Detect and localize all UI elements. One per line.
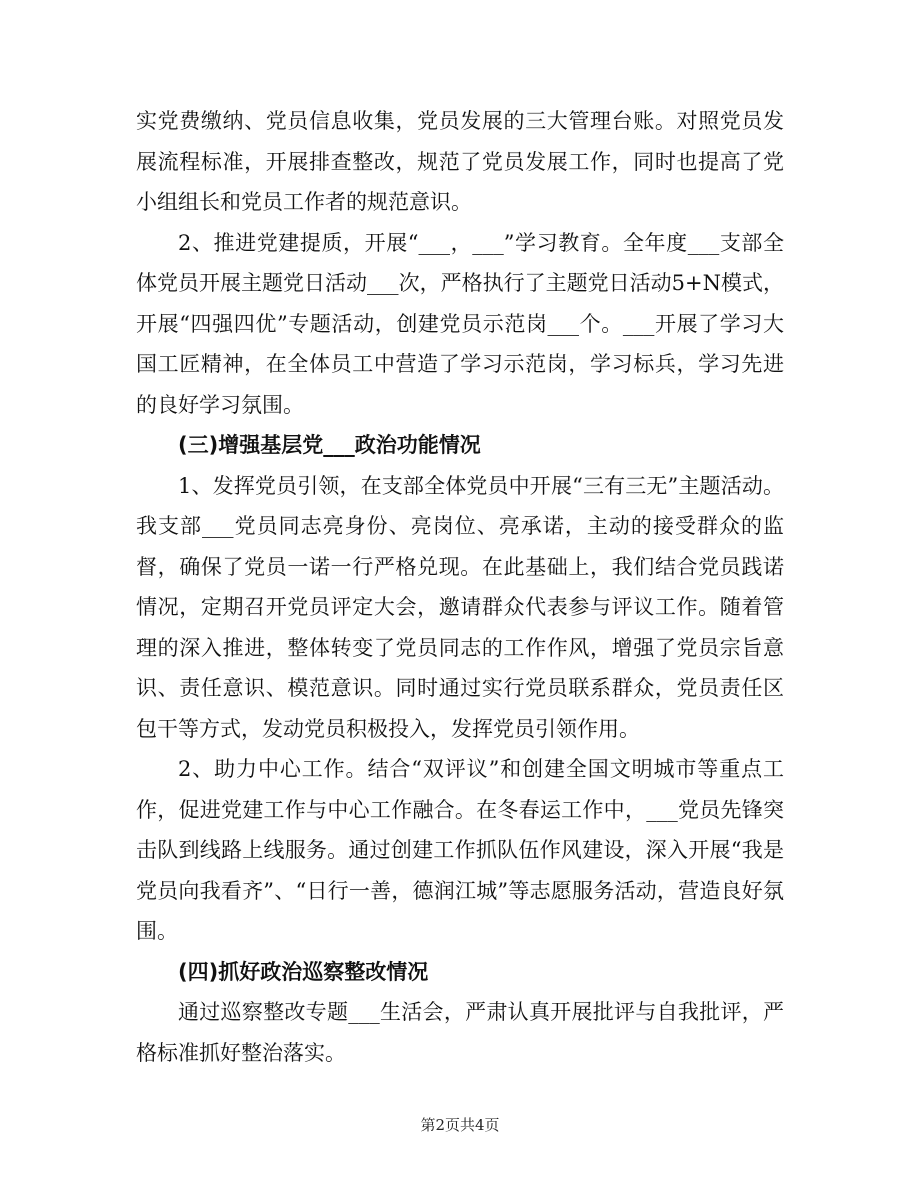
paragraph-item-1-party-member-leading: 1、发挥党员引领，在支部全体党员中开展“三有三无”主题活动。我支部___党员同志亮身份、亮岗位、亮承诺，主动的接受群众的监督，确保了党员一诺一行严格兑现。在此基础上，我们结合党员践诺情况，定期召开党员评定大会，邀请群众代表参与评议工作。随着管理的深入推进，整体转变了党员同志的工作作风，增强了党员宗旨意识、责任意识、模范意识。同时通过实行党员联系群众，党员责任区包干等方式，发动党员积极投入，发挥党员引领作用。	[136, 473, 784, 741]
document-body	[136, 101, 784, 1073]
paragraph-item-2-central-work: 2、助力中心工作。结合“双评议”和创建全国文明城市等重点工作，促进党建工作与中心工作融合。在冬春运工作中，___党员先锋突击队到线路上线服务。通过创建工作抓队伍作风建设，深入开展“我是党员向我看齐”、“日行一善，德润江城”等志愿服务活动，营造良好氛围。	[136, 757, 784, 943]
paragraph-continued: 实党费缴纳、党员信息收集，党员发展的三大管理台账。对照党员发展流程标准，开展排查整改，规范了党员发展工作，同时也提高了党小组组长和党员工作者的规范意识。	[136, 109, 784, 214]
paragraph-item-2-party-building: 2、推进党建提质，开展“___，___”学习教育。全年度___支部全体党员开展主题党日活动___次，严格执行了主题党日活动5+N模式，开展“四强四优”专题活动，创建党员示范岗___个。___开展了学习大国工匠精神，在全体员工中营造了学习示范岗，学习标兵，学习先进的良好学习氛围。	[136, 230, 784, 417]
section-heading-3: (三)增强基层党___政治功能情况	[178, 433, 481, 457]
section-heading-4: (四)抓好政治巡察整改情况	[178, 959, 429, 984]
page-number: 第2页共4页	[420, 1116, 500, 1134]
paragraph-inspection-rectification: 通过巡察整改专题___生活会，严肃认真开展批评与自我批评，严格标准抓好整治落实。	[136, 1000, 784, 1065]
